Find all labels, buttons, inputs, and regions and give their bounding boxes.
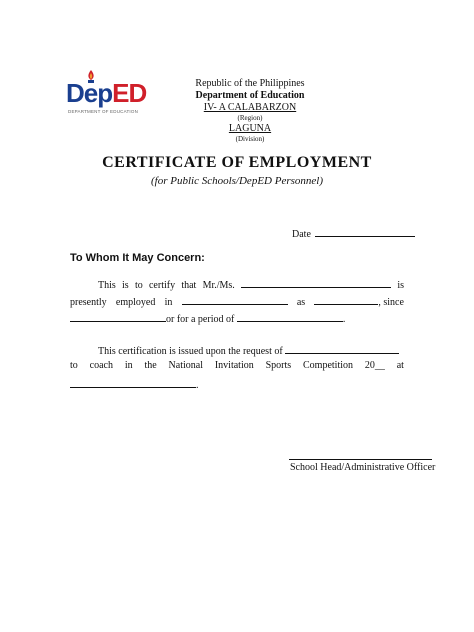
word: to	[134, 280, 143, 291]
request-text: This certification is issued upon the request of	[98, 346, 283, 357]
word: Invitation	[214, 360, 254, 371]
republic-line: Republic of the Philippines	[195, 78, 305, 89]
name-blank	[241, 277, 391, 288]
para2-line1	[70, 343, 404, 360]
request-end: .	[196, 380, 199, 391]
word: coach	[89, 360, 113, 371]
venue-blank	[70, 377, 196, 388]
para1-line1	[70, 277, 404, 294]
date-field	[292, 226, 415, 240]
word: that	[181, 280, 197, 291]
word: in	[164, 297, 173, 308]
word: Sports	[265, 360, 292, 371]
word: Mr./Ms.	[202, 280, 235, 291]
word: the	[144, 360, 157, 371]
date-label: Date	[292, 229, 311, 240]
paragraph-certify	[70, 277, 404, 328]
position-group	[314, 294, 404, 308]
word: as	[296, 297, 306, 308]
word: This	[98, 280, 116, 291]
date-blank	[315, 226, 415, 237]
word: in	[124, 360, 133, 371]
paragraph-request	[70, 343, 404, 394]
para1-line3	[70, 311, 404, 328]
word: is	[397, 280, 404, 291]
department-line: Department of Education	[195, 90, 305, 101]
word: , since	[378, 297, 404, 308]
position-blank	[314, 294, 378, 305]
period-blank	[237, 311, 343, 322]
para1-line2	[70, 294, 404, 311]
requester-blank	[285, 343, 399, 354]
word: at	[396, 360, 404, 371]
para2-line2	[70, 360, 404, 377]
word: National	[168, 360, 203, 371]
signature-label: School Head/Administrative Officer	[290, 462, 436, 473]
word: presently	[70, 297, 107, 308]
period-end: .	[342, 314, 346, 325]
region-label: (Region)	[237, 114, 263, 122]
word: is	[122, 280, 129, 291]
salutation: To Whom It May Concern:	[70, 252, 205, 264]
region-line: IV- A CALABARZON	[203, 102, 297, 113]
logo-wordmark: DepED	[66, 78, 147, 108]
word: to	[70, 360, 78, 371]
period-text: or for a period of	[166, 314, 235, 325]
since-blank	[70, 311, 166, 322]
signature-line	[289, 459, 432, 460]
word: Competition	[303, 360, 354, 371]
word: certify	[148, 280, 176, 291]
document-title: CERTIFICATE OF EMPLOYMENT	[102, 154, 372, 171]
year-blank: 20__	[364, 360, 385, 371]
division-line: LAGUNA	[228, 123, 272, 134]
logo-tagline: DEPARTMENT OF EDUCATION	[68, 109, 139, 114]
deped-logo	[66, 70, 162, 126]
para2-line3	[70, 377, 404, 394]
division-label: (Division)	[235, 135, 265, 143]
word: employed	[115, 297, 156, 308]
document-subtitle: (for Public Schools/DepED Personnel)	[151, 175, 323, 187]
school-blank	[182, 294, 288, 305]
letterhead	[170, 78, 330, 144]
